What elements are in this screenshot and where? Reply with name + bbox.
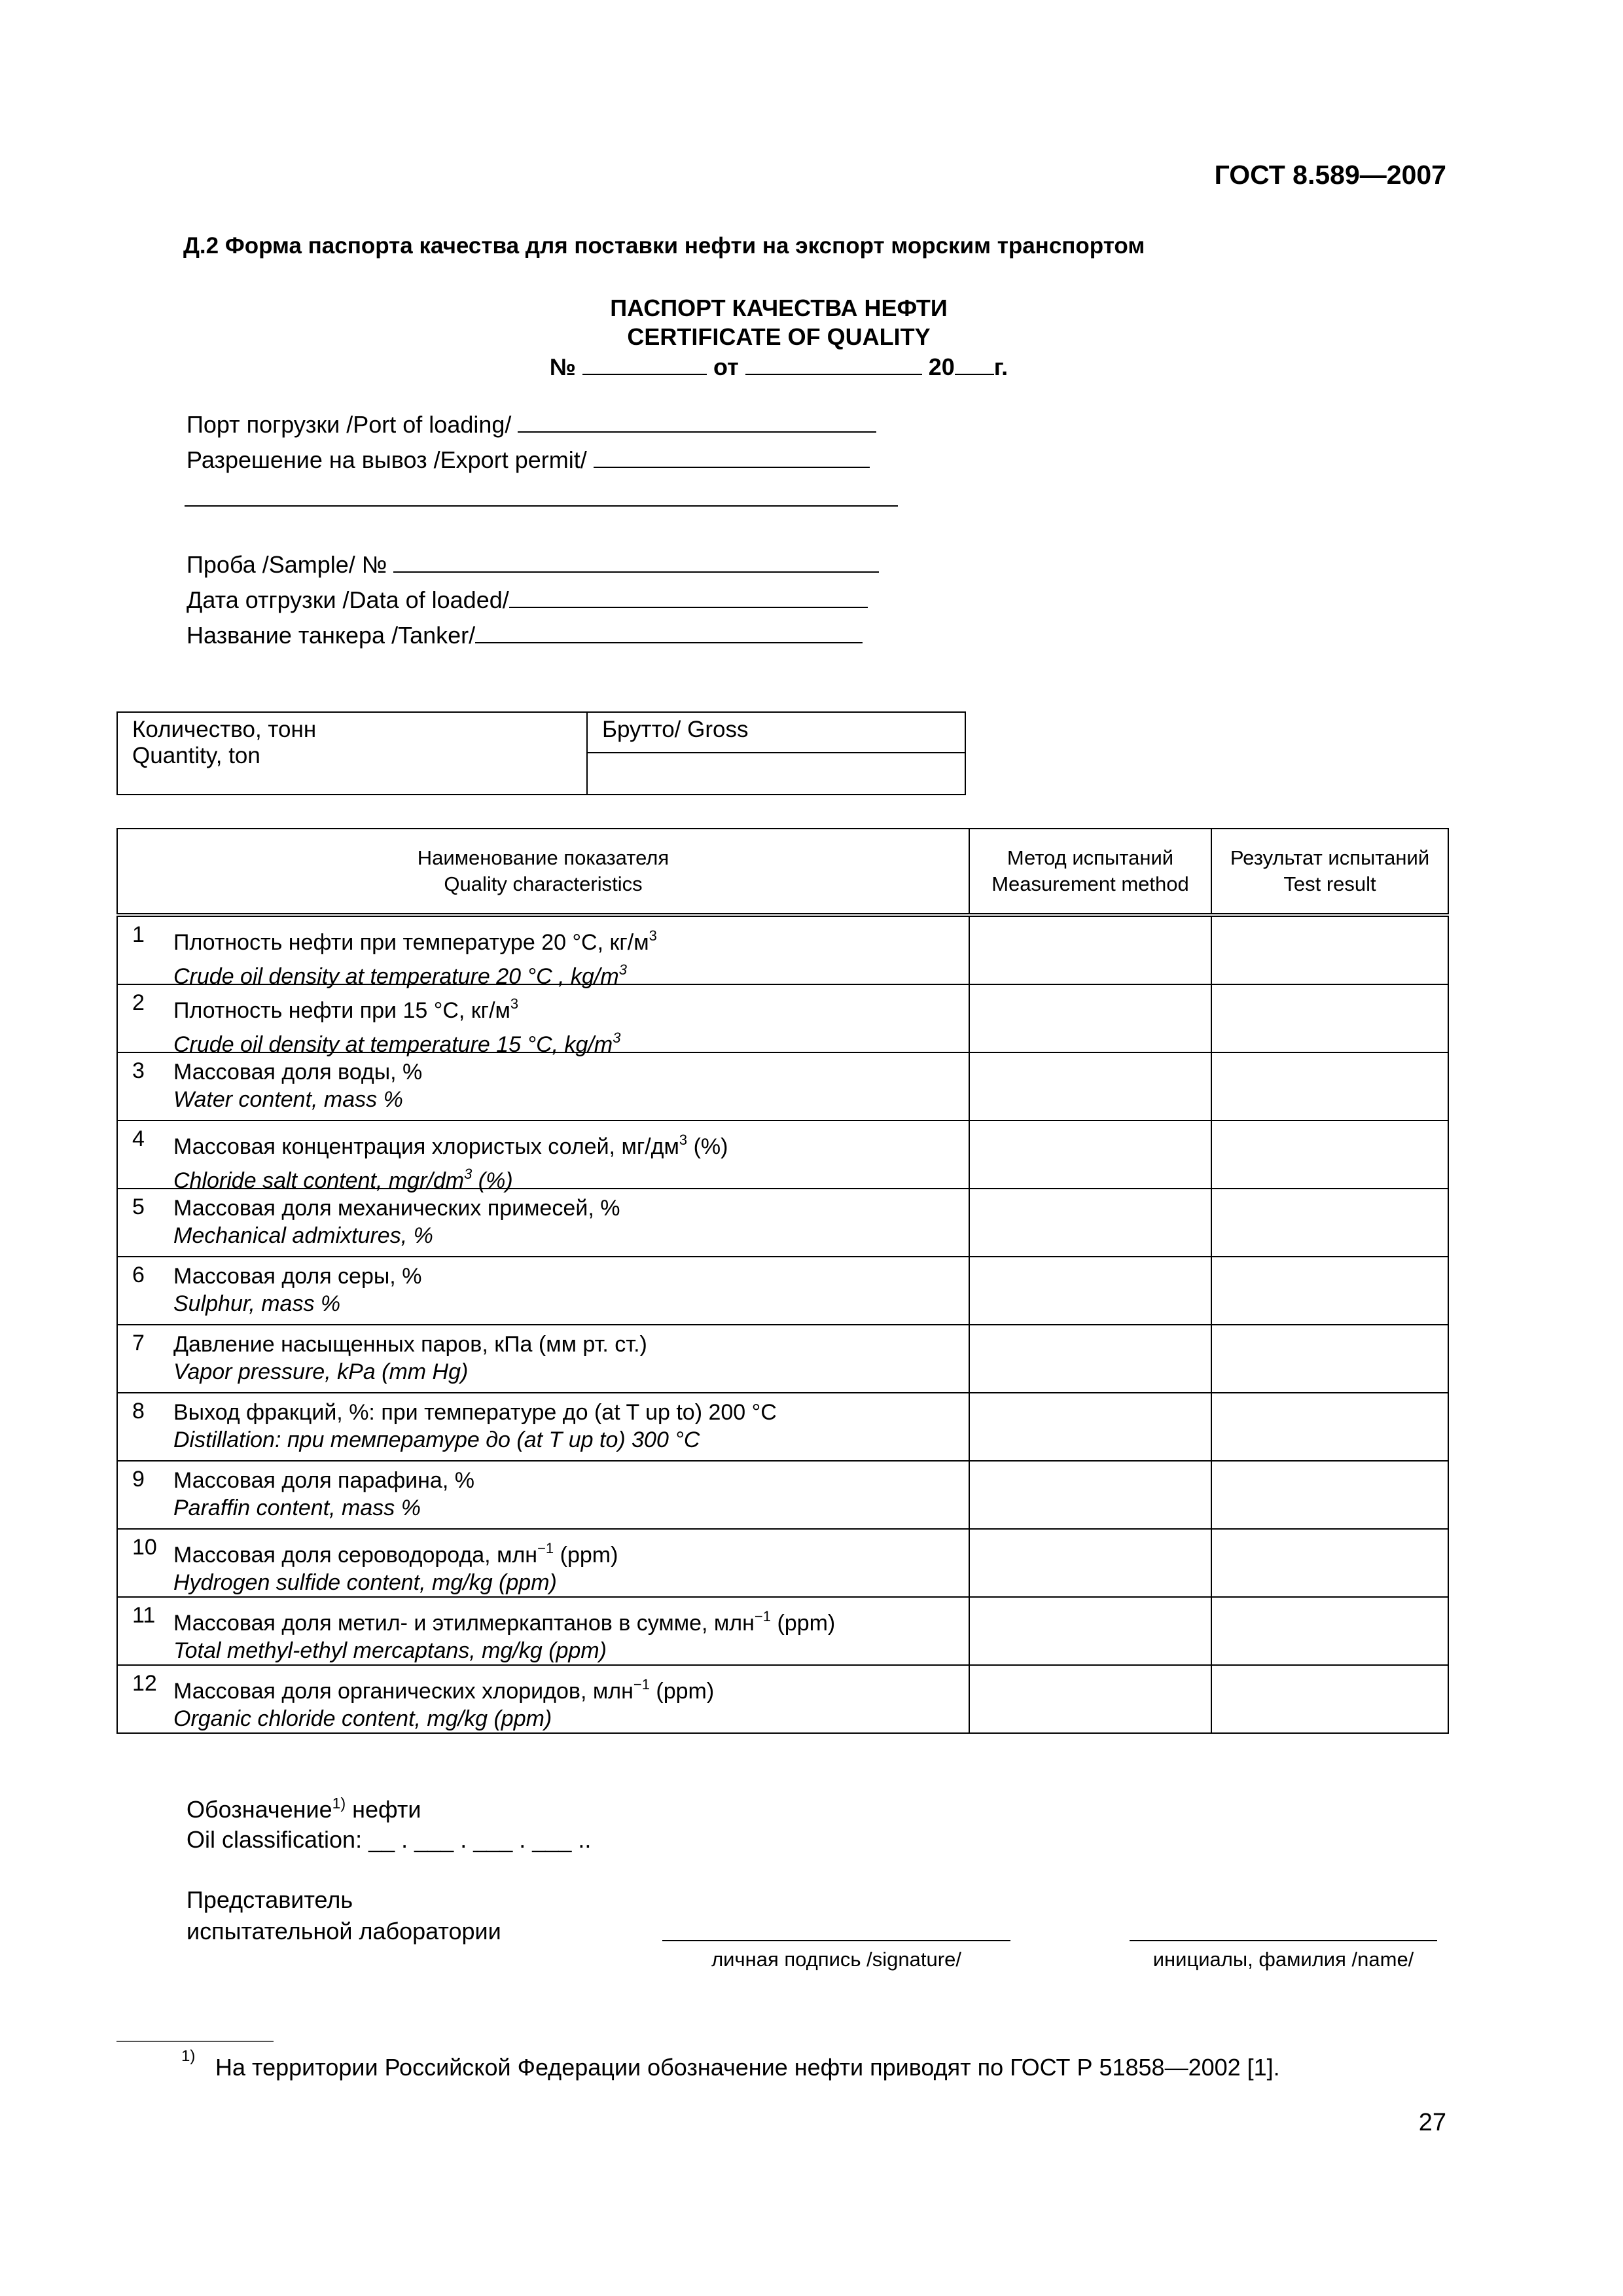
row-number: 7 — [132, 1331, 145, 1355]
test-result-cell[interactable] — [1211, 1529, 1448, 1597]
header-name-en: Quality characteristics — [444, 872, 643, 895]
table-row — [117, 1461, 1448, 1529]
header-quality-characteristics — [117, 829, 969, 915]
characteristic-en-text: Chloride salt content, mgr/dm — [173, 1168, 465, 1193]
quality-characteristic-cell — [117, 1325, 969, 1393]
table-row — [117, 1529, 1448, 1597]
test-result-cell[interactable] — [1211, 1325, 1448, 1393]
quantity-table — [116, 711, 966, 795]
table-row — [117, 1597, 1448, 1665]
characteristic-ru-suffix: (ppm) — [771, 1611, 836, 1636]
characteristic-en-text: Vapor pressure, kPa (mm Hg) — [173, 1359, 469, 1384]
export-permit-continuation-line[interactable] — [185, 505, 898, 507]
row-number: 2 — [132, 990, 145, 1015]
characteristic-en — [173, 1358, 647, 1386]
quality-characteristic-cell — [117, 1121, 969, 1193]
characteristic-en-text: Total methyl-ethyl mercaptans, mg/kg (ppm) — [173, 1638, 607, 1663]
row-number: 5 — [132, 1194, 145, 1219]
footnote-separator — [116, 2041, 274, 2042]
characteristic-ru-text: Давление насыщенных паров, кПа (мм рт. ст.) — [173, 1332, 647, 1357]
quantity-label-cell — [117, 712, 587, 795]
characteristic-ru — [173, 1399, 777, 1426]
characteristic-en — [173, 1705, 714, 1732]
table-row — [117, 1665, 1448, 1733]
characteristic-ru — [173, 1467, 474, 1494]
table-row — [117, 1257, 1448, 1325]
oil-classification: Oil classification: __ . ___ . ___ . ___ .. — [187, 1826, 592, 1853]
header-method-en: Measurement method — [991, 872, 1189, 895]
tanker-label: Название танкера /Tanker/ — [187, 622, 476, 649]
characteristic-ru — [173, 1331, 647, 1358]
header-test-result — [1211, 829, 1448, 915]
superscript: 3 — [464, 1166, 473, 1182]
certificate-number-line — [0, 353, 1558, 381]
characteristic-ru — [173, 1058, 422, 1086]
measurement-method-cell[interactable] — [969, 1461, 1211, 1529]
characteristic-ru-text: Массовая доля органических хлоридов, млн — [173, 1679, 633, 1704]
export-permit-label: Разрешение на вывоз /Export permit/ — [187, 446, 587, 473]
row-number: 4 — [132, 1126, 145, 1151]
header-result-en: Test result — [1283, 872, 1376, 895]
measurement-method-cell[interactable] — [969, 1597, 1211, 1665]
number-blank[interactable] — [582, 354, 707, 375]
characteristic-en-text: Hydrogen sulfide content, mg/kg (ppm) — [173, 1570, 557, 1595]
quality-characteristic-cell — [117, 1665, 969, 1733]
characteristic-ru-text: Массовая доля сероводорода, млн — [173, 1543, 538, 1568]
document-code: ГОСТ 8.589—2007 — [1214, 160, 1446, 190]
characteristic-ru — [173, 1603, 835, 1637]
tanker-field — [187, 622, 863, 649]
superscript: 3 — [613, 1030, 621, 1046]
characteristic-en-text: Distillation: при температуре до (at T up to) 300 °С — [173, 1427, 700, 1452]
characteristic-ru — [173, 1263, 421, 1290]
measurement-method-cell[interactable] — [969, 1393, 1211, 1461]
measurement-method-cell[interactable] — [969, 1189, 1211, 1257]
page-number: 27 — [1418, 2109, 1446, 2136]
characteristic-en-text: Sulphur, mass % — [173, 1291, 341, 1316]
table-row — [117, 984, 1448, 1052]
measurement-method-cell[interactable] — [969, 984, 1211, 1052]
characteristic-en — [173, 1637, 835, 1664]
test-result-cell[interactable] — [1211, 1461, 1448, 1529]
gross-label-cell: Брутто/ Gross — [587, 712, 965, 753]
name-caption: инициалы, фамилия /name/ — [1152, 1948, 1414, 1971]
row-number: 11 — [132, 1603, 156, 1628]
port-loading-field — [187, 411, 876, 439]
sample-label: Проба /Sample/ № — [187, 551, 387, 578]
header-method-ru: Метод испытаний — [1007, 846, 1174, 869]
header-measurement-method — [969, 829, 1211, 915]
characteristic-en — [173, 1494, 474, 1522]
quality-characteristic-cell — [117, 984, 969, 1057]
year-blank[interactable] — [955, 354, 994, 375]
characteristic-en-text: Organic chloride content, mg/kg (ppm) — [173, 1706, 552, 1731]
signature-line[interactable] — [662, 1940, 1010, 1941]
quality-characteristic-cell — [117, 915, 969, 989]
row-number: 6 — [132, 1263, 145, 1287]
quality-characteristic-cell — [117, 1257, 969, 1325]
characteristic-ru-text: Массовая доля механических примесей, % — [173, 1196, 620, 1221]
characteristic-ru-text: Массовая доля парафина, % — [173, 1468, 474, 1493]
date-blank[interactable] — [745, 354, 922, 375]
test-result-cell[interactable] — [1211, 915, 1448, 984]
certificate-subtitle: CERTIFICATE OF QUALITY — [627, 323, 931, 350]
name-line[interactable] — [1130, 1940, 1437, 1941]
test-result-cell[interactable] — [1211, 1052, 1448, 1121]
characteristic-ru — [173, 1194, 620, 1222]
table-row — [117, 1189, 1448, 1257]
characteristic-ru — [173, 990, 620, 1024]
test-result-cell[interactable] — [1211, 984, 1448, 1052]
number-sign: № — [549, 353, 576, 380]
characteristic-ru-text: Плотность нефти при 15 °С, кг/м — [173, 998, 510, 1023]
quality-characteristic-cell — [117, 1461, 969, 1529]
measurement-method-cell[interactable] — [969, 1665, 1211, 1733]
characteristic-en-text: Crude oil density at temperature 20 °C , kg/m — [173, 964, 619, 989]
date-loaded-input[interactable] — [509, 587, 868, 608]
characteristic-ru-suffix: (ppm) — [554, 1543, 618, 1568]
sample-input[interactable] — [393, 552, 879, 573]
characteristic-ru-suffix: (ppm) — [649, 1679, 715, 1704]
characteristic-en-text: Crude oil density at temperature 15 °C, kg/m — [173, 1032, 613, 1057]
year-suffix: г. — [993, 353, 1008, 380]
characteristic-en-text: Paraffin content, mass % — [173, 1496, 421, 1520]
characteristic-ru — [173, 1126, 728, 1160]
gross-value-cell[interactable] — [587, 753, 965, 795]
footnote-text: На территории Российской Федерации обозначение нефти приводят по ГОСТ Р 51858—2002 [1]. — [215, 2054, 1280, 2081]
characteristic-en-suffix: (%) — [472, 1168, 513, 1193]
test-result-cell[interactable] — [1211, 1597, 1448, 1665]
row-number: 9 — [132, 1467, 145, 1492]
superscript: 3 — [649, 927, 657, 944]
row-number: 1 — [132, 922, 145, 947]
measurement-method-cell[interactable] — [969, 1325, 1211, 1393]
footnote-mark: 1) — [181, 2047, 196, 2065]
characteristic-ru-text: Массовая доля метил- и этилмеркаптанов в сумме, млн — [173, 1611, 755, 1636]
characteristic-ru — [173, 922, 657, 956]
superscript: −1 — [754, 1608, 772, 1624]
row-number: 8 — [132, 1399, 145, 1424]
certificate-title: ПАСПОРТ КАЧЕСТВА НЕФТИ — [610, 295, 948, 321]
test-result-cell[interactable] — [1211, 1121, 1448, 1189]
table-row — [117, 1121, 1448, 1189]
signature-caption: личная подпись /signature/ — [711, 1948, 961, 1971]
table-row — [117, 915, 1448, 984]
characteristic-en — [173, 1426, 777, 1454]
test-result-cell[interactable] — [1211, 1189, 1448, 1257]
measurement-method-cell[interactable] — [969, 1121, 1211, 1189]
export-permit-field — [187, 446, 870, 474]
test-result-cell[interactable] — [1211, 1257, 1448, 1325]
measurement-method-cell[interactable] — [969, 915, 1211, 984]
test-result-cell[interactable] — [1211, 1665, 1448, 1733]
superscript: −1 — [537, 1540, 554, 1556]
table-row — [117, 1325, 1448, 1393]
representative-line1: Представитель — [187, 1886, 353, 1913]
table-row — [117, 1052, 1448, 1121]
quality-characteristic-cell — [117, 1052, 969, 1121]
header-name-ru: Наименование показателя — [417, 846, 669, 869]
characteristic-ru-suffix: (%) — [687, 1134, 728, 1159]
quantity-label-ru: Количество, тонн — [132, 717, 317, 742]
measurement-method-cell[interactable] — [969, 1052, 1211, 1121]
row-number: 3 — [132, 1058, 145, 1083]
oil-designation-text: Обозначение — [187, 1796, 332, 1823]
quality-table — [116, 828, 1449, 1734]
date-loaded-field — [187, 586, 868, 614]
port-loading-label: Порт погрузки /Port of loading/ — [187, 411, 512, 438]
sample-field — [187, 551, 879, 579]
quantity-label-en: Quantity, ton — [132, 743, 260, 768]
tanker-input[interactable] — [475, 622, 863, 643]
characteristic-ru-text: Выход фракций, %: при температуре до (at T up to) 200 °С — [173, 1400, 777, 1425]
superscript: 3 — [510, 996, 519, 1012]
characteristic-ru — [173, 1671, 714, 1705]
characteristic-ru-text: Массовая доля воды, % — [173, 1060, 423, 1085]
measurement-method-cell[interactable] — [969, 1257, 1211, 1325]
representative-line2: испытательной лаборатории — [187, 1918, 501, 1945]
footnote-ref: 1) — [332, 1795, 346, 1812]
measurement-method-cell[interactable] — [969, 1529, 1211, 1597]
quality-characteristic-cell — [117, 1529, 969, 1597]
characteristic-en — [173, 1086, 422, 1113]
row-number: 10 — [132, 1535, 157, 1560]
section-title: Д.2 Форма паспорта качества для поставки нефти на экспорт морским транспортом — [183, 233, 1145, 259]
from-label: от — [713, 353, 739, 380]
row-number: 12 — [132, 1671, 157, 1696]
characteristic-en-text: Water content, mass % — [173, 1087, 403, 1112]
characteristic-en — [173, 1290, 421, 1318]
test-result-cell[interactable] — [1211, 1393, 1448, 1461]
table-row — [117, 1393, 1448, 1461]
header-result-ru: Результат испытаний — [1230, 846, 1430, 869]
year-prefix: 20 — [928, 353, 955, 380]
superscript: −1 — [633, 1676, 650, 1693]
characteristic-ru-text: Массовая доля серы, % — [173, 1264, 422, 1289]
superscript: 3 — [679, 1132, 688, 1148]
characteristic-ru-text: Массовая концентрация хлористых солей, мг/дм — [173, 1134, 679, 1159]
characteristic-ru-text: Плотность нефти при температуре 20 °С, кг/м — [173, 930, 649, 955]
quality-characteristic-cell — [117, 1597, 969, 1665]
oil-designation-suffix: нефти — [346, 1796, 421, 1823]
footnote — [181, 2047, 1280, 2081]
export-permit-input[interactable] — [594, 447, 870, 468]
characteristic-en — [173, 1569, 618, 1596]
port-loading-input[interactable] — [518, 412, 876, 433]
quality-characteristic-cell — [117, 1393, 969, 1461]
characteristic-en — [173, 1222, 620, 1249]
superscript: 3 — [618, 961, 627, 978]
date-loaded-label: Дата отгрузки /Data of loaded/ — [187, 586, 509, 613]
quality-characteristic-cell — [117, 1189, 969, 1257]
oil-designation-label — [187, 1795, 421, 1823]
characteristic-ru — [173, 1535, 618, 1569]
characteristic-en-text: Mechanical admixtures, % — [173, 1223, 433, 1248]
